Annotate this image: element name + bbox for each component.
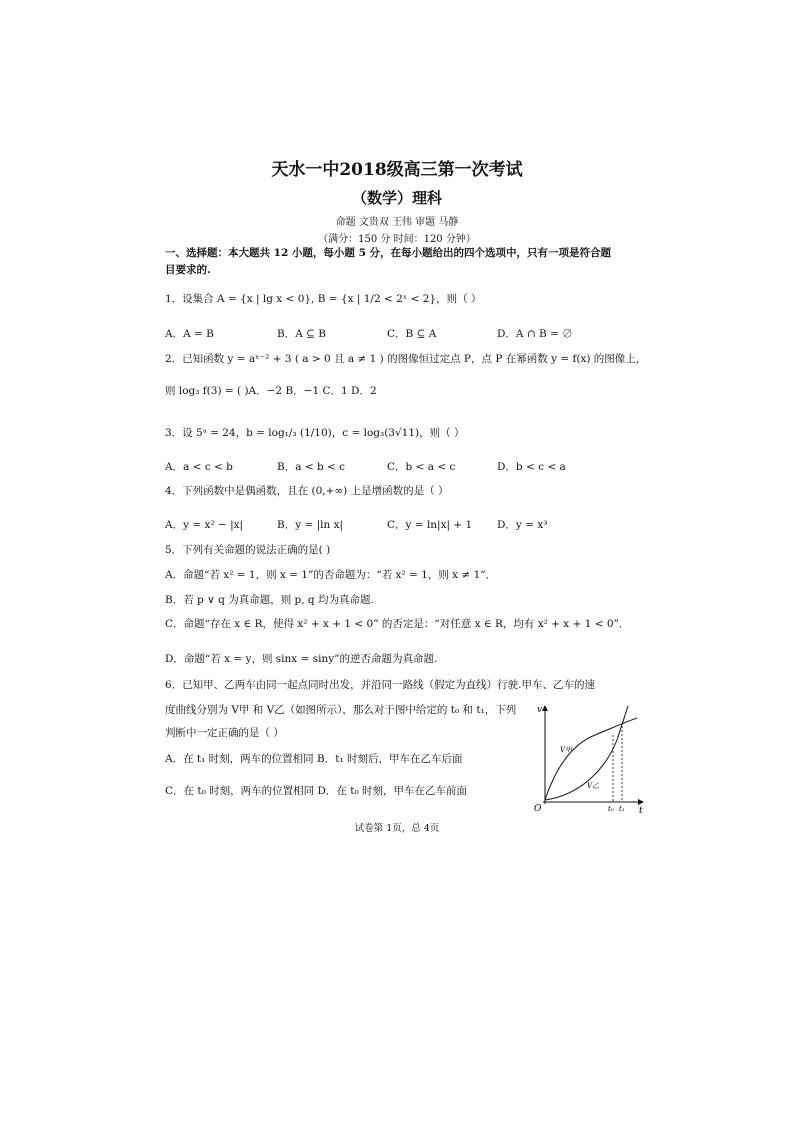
q6-stem-line2: 度曲线分别为 V甲 和 V乙（如图所示），那么对于图中给定的 t₀ 和 t₁，下列 [165,704,517,716]
q2-stem: 2．已知函数 y = aˣ⁻² + 3 ( a > 0 且 a ≠ 1 ) 的图像恒过定点 P，点 P 在幂函数 y = f(x) 的图像上， [165,353,647,365]
q5-option-a: A．命题“若 x² = 1，则 x = 1”的否命题为：“若 x² = 1，则 x ≠ 1”． [165,569,497,581]
exam-subtitle: （数学）理科 [351,189,442,207]
exam-title: 天水一中2018级高三第一次考试 [271,160,523,180]
q2-stem-options: 则 log₃ f(3) = ( )A．−2 B．−1 C．1 D．2 [165,385,377,397]
q6-options-cd: C．在 t₀ 时刻，两车的位置相同 D．在 t₀ 时刻，甲车在乙车前面 [165,785,467,797]
exam-score-time: （满分：150 分 时间：120 分钟） [318,234,476,245]
y-axis-label: v [537,705,543,715]
section-heading-line1: 一、选择题：本大题共 12 小题，每小题 5 分，在每小题给出的四个选项中，只有一项是符合题 [165,247,612,259]
t0-label: t₀ [608,805,614,813]
curve-v-jia-label: V甲 [560,746,573,754]
q1-option-d: D．A ∩ B = ∅ [497,328,573,340]
q4-option-d: D．y = x³ [497,519,548,531]
q4-stem: 4．下列函数中是偶函数，且在 (0,+∞) 上是增函数的是（ ） [165,485,449,497]
q4-option-a: A．y = x² − |x| [165,519,244,531]
exam-authors: 命题 文贵双 王伟 审题 马静 [335,217,459,228]
page-footer: 试卷第 1页，总 4页 [354,823,440,834]
q4-option-c: C．y = ln|x| + 1 [387,519,473,531]
q5-option-c: C．命题“存在 x ∈ R，使得 x² + x + 1 < 0” 的否定是：“对任意 x ∈ R，均有 x² + x + 1 < 0”． [165,618,630,630]
q6-options-ab: A．在 t₁ 时刻，两车的位置相同 B．t₁ 时刻后，甲车在乙车后面 [165,753,463,765]
q6-stem-line3: 判断中一定正确的是（ ） [165,727,284,739]
q3-option-b: B．a < b < c [277,461,346,473]
section-heading-line2: 目要求的. [165,264,211,276]
q3-option-c: C．b < a < c [387,461,456,473]
q3-stem: 3．设 5ᵃ = 24，b = log₁/₃ (1/10)，c = log₃(3√11)，则（ ） [165,427,465,439]
q4-option-b: B．y = |ln x| [277,519,344,531]
q1-option-a: A．A = B [165,328,214,340]
q6-stem-line1: 6．已知甲、乙两车由同一起点同时出发，并沿同一路线（假定为直线）行驶.甲车、乙车的速 [165,679,596,691]
q3-option-d: D．b < c < a [497,461,566,473]
q1-option-b: B．A ⊆ B [277,328,326,340]
t1-label: t₁ [619,805,625,813]
q1-stem: 1．设集合 A = {x | lg x < 0}, B = {x | 1/2 < 2ˣ < 2}，则（ ） [165,293,482,305]
origin-label: O [534,804,542,814]
velocity-graph [525,700,650,815]
q1-option-c: C．B ⊆ A [387,328,437,340]
q3-option-a: A．a < c < b [165,461,233,473]
q5-option-b: B．若 p ∨ q 为真命题，则 p, q 均为真命题. [165,594,374,606]
q5-option-d: D．命题“若 x = y，则 sinx = siny”的逆否命题为真命题. [165,653,438,665]
x-axis-label: t [639,806,643,815]
q5-stem: 5．下列有关命题的说法正确的是( ) [165,544,331,556]
curve-v-yi-label: V乙 [587,782,600,790]
